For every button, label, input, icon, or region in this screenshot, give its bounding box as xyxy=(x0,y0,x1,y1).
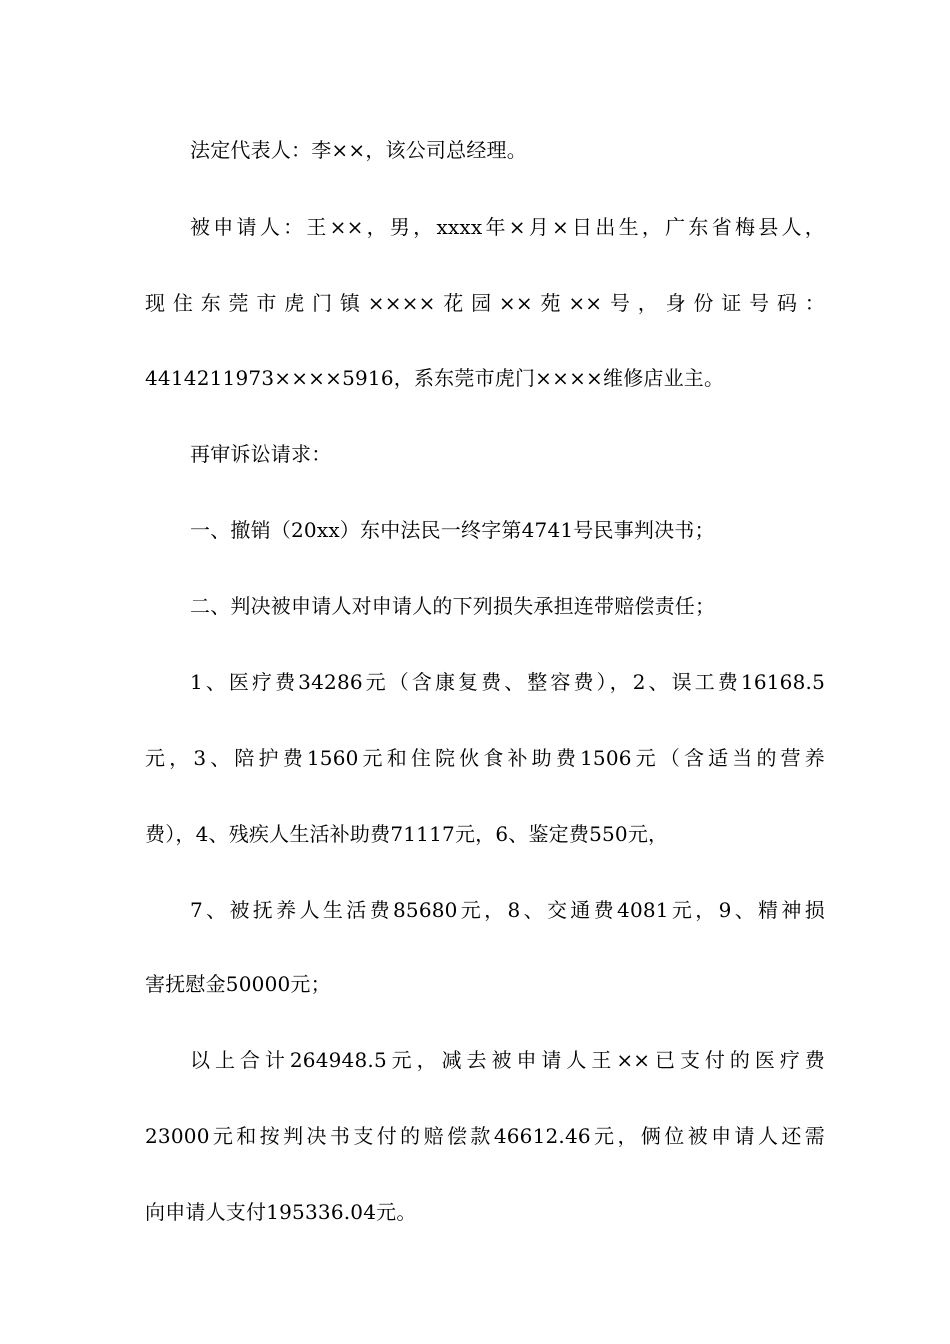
respondent-address-line: 现住东莞市虎门镇××××花园××苑××号，身份证号码： xyxy=(145,291,825,315)
loss-list-line-1: 1、医疗费34286元（含康复费、整容费），2、误工费16168.5 xyxy=(190,670,825,694)
loss-list-line-5: 害抚慰金50000元； xyxy=(145,972,331,996)
retrial-claims-heading: 再审诉讼请求： xyxy=(190,442,332,466)
loss-list-line-3: 费），4、残疾人生活补助费71117元，6、鉴定费550元， xyxy=(145,822,669,846)
total-line-1: 以上合计264948.5元，减去被申请人王××已支付的医疗费 xyxy=(190,1048,825,1072)
total-line-3: 向申请人支付195336.04元。 xyxy=(145,1200,417,1224)
total-line-2: 23000元和按判决书支付的赔偿款46612.46元，俩位被申请人还需 xyxy=(145,1124,825,1148)
claim-item-1: 一、撤销（20xx）东中法民一终字第4741号民事判决书； xyxy=(190,518,715,542)
loss-list-line-2: 元，3、陪护费1560元和住院伙食补助费1506元（含适当的营养 xyxy=(145,746,825,770)
respondent-line: 被申请人：王××，男，xxxx年×月×日出生，广东省梅县人， xyxy=(190,215,825,239)
loss-list-line-4: 7、被抚养人生活费85680元，8、交通费4081元，9、精神损 xyxy=(190,898,825,922)
respondent-id-line: 4414211973××××5916，系东莞市虎门××××维修店业主。 xyxy=(145,366,725,390)
legal-representative-line: 法定代表人：李××，该公司总经理。 xyxy=(190,138,527,162)
claim-item-2: 二、判决被申请人对申请人的下列损失承担连带赔偿责任； xyxy=(190,594,716,618)
